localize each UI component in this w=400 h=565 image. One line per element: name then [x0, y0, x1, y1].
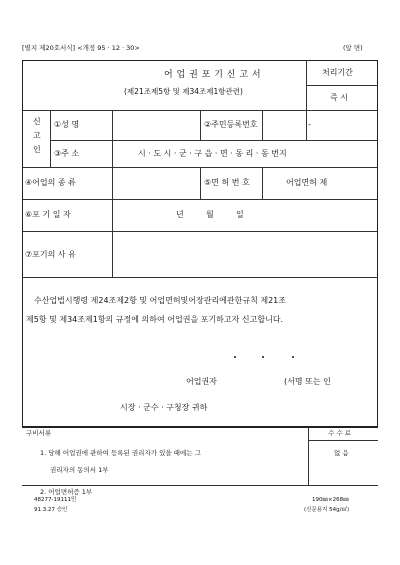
addressee: 시장 · 군수 · 구청장 귀하 [120, 403, 208, 412]
footer-approval: 91.3.27 승인 [34, 507, 68, 513]
attachment-item-1b: 권리자의 동의서 1부 [50, 466, 109, 474]
reason-label: ⑦포기의 사 유 [25, 250, 76, 259]
statement-line-2: 제5항 및 제34조제1항의 규정에 의하여 어업권을 포기하고자 신고합니다. [26, 315, 284, 324]
applicant-label-3: 인 [33, 145, 41, 154]
footer-size: 190㎜×268㎜ [312, 497, 349, 503]
processing-period-value: 즉 시 [330, 93, 348, 102]
address-label: ③주 소 [54, 149, 80, 158]
signature-label: (서명 또는 인 [284, 377, 331, 386]
date-day: 일 [236, 210, 244, 219]
date-year: 년 [176, 210, 184, 219]
processing-period-label: 처리기간 [322, 68, 353, 77]
footer-code: 48277-19111민 [34, 497, 77, 503]
name-label: ①성 명 [54, 120, 80, 129]
applicant-label-2: 고 [33, 131, 41, 140]
date-dot-3 [292, 356, 294, 358]
fishery-type-label: ④어업의 종 류 [25, 178, 76, 187]
date-dot-1 [234, 356, 236, 358]
form-number: [별지 제20호서식] <개정 95 · 12 · 30> [22, 44, 140, 52]
page-side: (앞 면) [343, 44, 363, 52]
date-month: 월 [206, 210, 214, 219]
applicant-label-1: 신 [33, 117, 41, 126]
statement-line-1: 수산업법시행령 제24조제2항 및 어업면허및어장관리에관한규칙 제21조 [34, 296, 287, 305]
fee-label: 수 수 료 [328, 429, 351, 437]
rrn-label: ②주민등록번호 [204, 120, 258, 129]
license-number-prefix: 어업면허 제 [286, 178, 328, 187]
form-title: 어 업 권 포 기 신 고 서 [164, 70, 262, 80]
attachment-item-1a: 1. 당해 어업권에 관하여 등록된 권리자가 있을 때에는 그 [40, 449, 201, 457]
rrn-dash: - [308, 120, 311, 129]
fee-value: 없 음 [334, 449, 349, 457]
attachment-item-2: 2. 어업면허증 1부 [40, 488, 93, 496]
holder-label: 어업권자 [186, 377, 217, 386]
footer-paper: (신문용지 54g/㎡) [304, 507, 350, 513]
form-subtitle: (제21조제5항 및 제34조제1항관련) [124, 87, 243, 96]
attachments-label: 구비서류 [26, 429, 52, 437]
date-dot-2 [262, 356, 264, 358]
license-number-label: ⑤면 허 번 호 [204, 178, 250, 187]
address-format: 시 · 도 시 · 군 · 구 읍 · 면 · 동 리 · 동 번지 [138, 149, 287, 158]
abandon-date-label: ⑥포 기 일 자 [25, 210, 71, 219]
